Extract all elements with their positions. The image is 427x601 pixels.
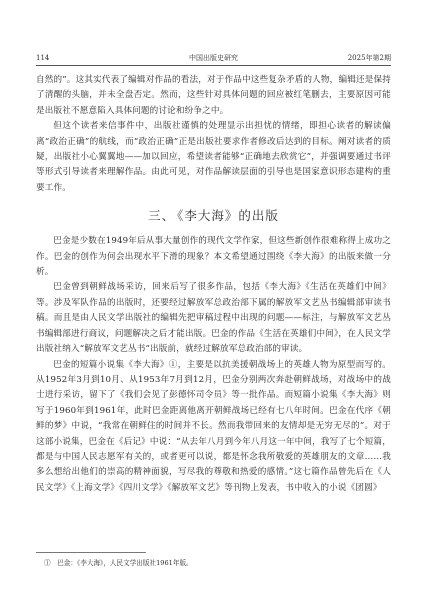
body-text bbox=[36, 73, 391, 496]
section-heading bbox=[36, 208, 391, 224]
paragraph: 但这个读者来信事件中，出版社谨慎的处理显示出担忧的情绪，即担心读者的解读偏离“政治正确”的航线，而“政治正确”正是出版社要求作者修改后达到的目标。阐对读者的质疑，出版社小心翼翼地——加以回应，希望读者能够“正确地去欣赏它”，并强调要通过书评等形式引导读者来理解作品。由此可见，对作品解读层面的引导也是国家意识形态建构的重要工作。 bbox=[36, 121, 391, 193]
paragraph: 巴金是少数在1949年后从事大量创作的现代文学作家，但这些新创作很难称得上成功之作。巴金的创作为何会出现水平下滑的现象？本文希望通过围绕《李大海》的出版来做一分析。 bbox=[36, 236, 391, 278]
paragraph: 巴金的短篇小说集《李大海》①，主要是以抗美援朝战场上的英雄人物为原型而写的。从1952年3月到10月、从1953年7月到12月，巴金分别两次奔赴朝鲜战场，对战场中的战士进行采访，留下了《我们会见了彭德怀司令员》等一批作品。而短篇小说集《李大海》则写于1960年到1961年，此时巴金距离他离开朝鲜战场已经有七八年时间。巴金在代序《朝鲜的梦》中说，“我常在朝鲜住的时间并不长。然而我带回来的友情却是无穷无尽的”。对于这部小说集，巴金在《后记》中说：“从去年八月到今年八月这一年中间，我写了七个短篇，都是与中国人民志愿军有关的，或者更可以说，都是怀念我所敬爱的英雄朋友的文章……我多么想给出他们的崇高的精神面貌，写尽我的尊敬和热爱的感情。”这七篇作品曾先后在《人民文学》《上海文学》《四川文学》《解放军文艺》等刊物上发表，书中收入的小说《团圆》 bbox=[36, 359, 391, 493]
section-number: 三、 bbox=[148, 208, 176, 224]
page-number: 114 bbox=[36, 54, 50, 62]
journal-title: 中国出版史研究 bbox=[189, 54, 238, 62]
footnote-rule bbox=[36, 552, 146, 553]
paragraph: 自然的”。这其实代表了编辑对作品的看法，对于作品中这些复杂矛盾的人物，编辑还是保持了清醒的头脑，并未全盘否定。然而，这些针对具体问题的回应被红笔删去，主要原因可能是出版社不愿意陷入具体问题的讨论和纷争之中。 bbox=[36, 75, 391, 116]
header-rule bbox=[36, 65, 391, 66]
issue-label: 2025年第2期 bbox=[347, 54, 391, 62]
section-title: 《李大海》的出版 bbox=[177, 208, 279, 224]
footnote: ① 巴金：《李大海》，人民文学出版社1961年版。 bbox=[44, 559, 193, 567]
paragraph: 巴金曾到朝鲜战场采访，回来后写了很多作品，包括《李大海》《生活在英雄们中间》等。涉及军队作品的出版时，还要经过解放军总政治部下属的解放军文艺丛书编辑部审读书稿。而且是由人民文学出版社的编辑先把审稿过程中出现的问题——标注，与解放军文艺丛书编辑部进行商议，问题解决之后才能出版。巴金的作品《生活在英雄们中间》，在人民文学出版社纳入“解放军文艺丛书”出版前，就经过解放军总政治部的审读。 bbox=[36, 282, 391, 355]
running-header bbox=[36, 52, 391, 64]
